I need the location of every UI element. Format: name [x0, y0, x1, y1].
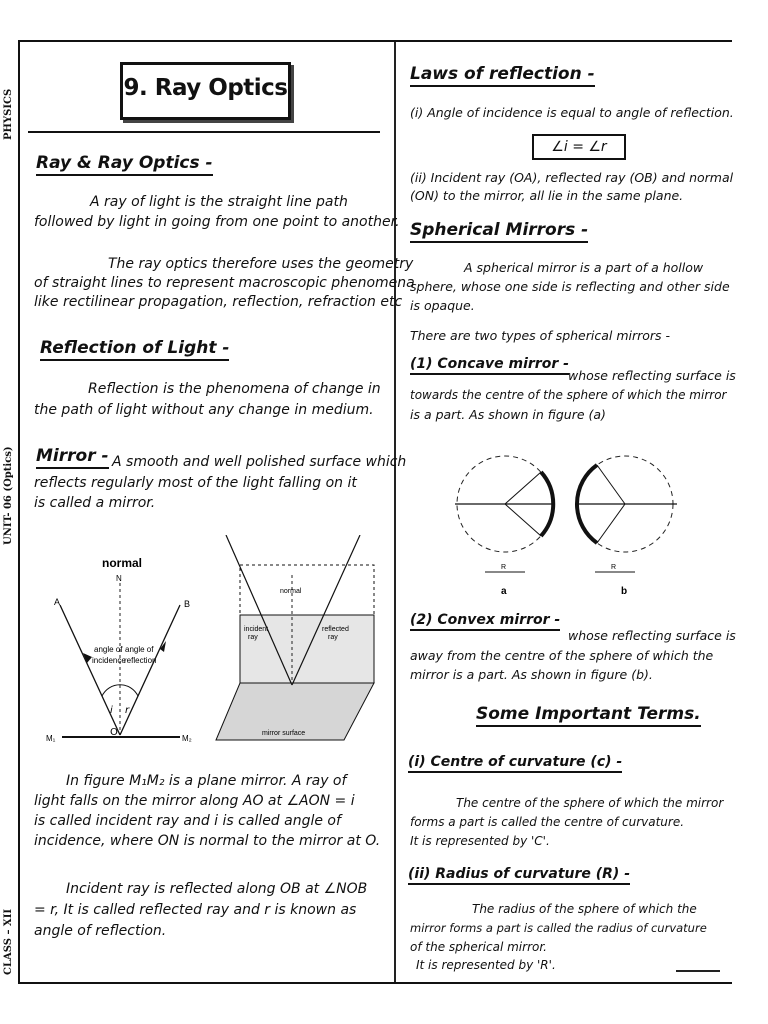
text-line: like rectilinear propagation, reflection, refraction etc [34, 294, 403, 310]
text-line: whose reflecting surface is [568, 368, 736, 383]
text-line: (i) Angle of incidence is equal to angle of reflection. [410, 105, 734, 120]
text-line: mirror is a part. As shown in figure (b). [410, 667, 653, 682]
angle-reflection-label: angle of [125, 645, 154, 654]
figure-label: reflected [322, 626, 349, 633]
text-line: The centre of the sphere of which the mirror [456, 796, 724, 810]
point-B-label: B [184, 599, 191, 609]
heading-spherical-mirrors: Spherical Mirrors - [410, 220, 588, 243]
text-line: incidence, where ON is normal to the mirror at O. [34, 833, 381, 849]
heading-concave: (1) Concave mirror - [410, 356, 569, 375]
text-line: Incident ray is reflected along OB at ∠NOB [66, 881, 368, 897]
heading-important-terms: Some Important Terms. [476, 704, 701, 727]
text-line: is called incident ray and i is called angle of [34, 813, 341, 829]
bottom-border [18, 982, 732, 984]
convex-figure [575, 456, 677, 597]
figure-label: normal [102, 556, 143, 570]
point-A-label: A [54, 597, 61, 607]
angle-i-label: i [110, 705, 113, 716]
figure-label: ray [248, 634, 258, 641]
heading-ray-optics: Ray & Ray Optics - [36, 153, 213, 176]
text-line: (ii) Incident ray (OA), reflected ray (OB) and normal [410, 170, 734, 185]
figure-b-label: b [621, 586, 628, 597]
text-line: (ON) to the mirror, all lie in the same plane. [410, 188, 684, 203]
spherical-mirrors-figure [455, 432, 685, 602]
figure-a-label: a [501, 586, 507, 597]
text-line: sphere, whose one side is reflecting and other side [410, 279, 730, 294]
heading-laws: Laws of reflection - [410, 64, 595, 87]
formula-box: ∠i = ∠r [532, 134, 626, 160]
angle-incidence-label: incidence [92, 656, 126, 665]
text-line: is called a mirror. [34, 495, 156, 511]
mirror-M2-label: M₂ [182, 734, 192, 743]
text-line: whose reflecting surface is [568, 628, 736, 643]
text-line: A spherical mirror is a part of a hollow [464, 260, 704, 275]
text-line: = r, It is called reflected ray and r is known as [34, 902, 357, 918]
text-line: It is represented by 'R'. [416, 958, 556, 972]
text-line: Reflection is the phenomena of change in [88, 381, 381, 397]
mirror-M1-label: M₁ [46, 734, 56, 743]
text-line: towards the centre of the sphere of which the mirror [410, 388, 727, 402]
heading-convex: (2) Convex mirror - [410, 612, 560, 631]
figure-label: N [116, 574, 122, 583]
text-line: angle of reflection. [34, 923, 167, 939]
text-line: The radius of the sphere of which the [472, 902, 697, 916]
text-line: away from the centre of the sphere of which the [410, 648, 714, 663]
heading-radius-of-curvature: (ii) Radius of curvature (R) - [408, 866, 630, 885]
concave-figure [455, 456, 555, 597]
text-line: There are two types of spherical mirrors - [410, 328, 671, 343]
radius-label: R [501, 564, 507, 571]
text-line: The ray optics therefore uses the geometry [108, 256, 414, 272]
figure-label: ray [328, 634, 338, 641]
text-line: mirror forms a part is called the radius of curvature [410, 921, 707, 935]
column-divider [394, 42, 396, 982]
text-line: It is represented by 'C'. [410, 834, 550, 848]
radius-label: R [611, 564, 617, 571]
figure-label: incident [244, 626, 269, 633]
heading-mirror: Mirror - [36, 446, 109, 469]
text-line: reflects regularly most of the light falling on it [34, 475, 357, 491]
text-line: In figure M₁M₂ is a plane mirror. A ray of [66, 773, 347, 789]
point-O-label: O [110, 727, 118, 738]
text-line: A smooth and well polished surface which [112, 454, 407, 470]
text-line: of straight lines to represent macroscopic phenomena [34, 275, 415, 291]
heading-reflection: Reflection of Light - [40, 338, 229, 361]
mirror-plane-figure [214, 535, 384, 753]
text-line: light falls on the mirror along AO at ∠AON = i [34, 793, 355, 809]
page-title: 9. Ray Optics [123, 75, 288, 101]
left-border [18, 40, 20, 984]
title-box [120, 62, 291, 120]
text-line: A ray of light is the straight line path [90, 194, 348, 210]
end-mark [676, 970, 720, 972]
title-rule [28, 131, 380, 133]
text-line: the path of light without any change in medium. [34, 402, 374, 418]
heading-centre-of-curvature: (i) Centre of curvature (c) - [408, 754, 622, 773]
figure-label: normal [280, 588, 302, 595]
notes-page: PHYSICS UNIT- 06 (Optics) CLASS – XII 9. Ray Optics Ray & Ray Optics - A ray of light is the straight line path followed by light in going from one point to another. The ray optics therefore uses the geometry of straight lines to represent macroscopic phenomena like rectilinear propagation, reflection, refraction etc Reflection of Light - Reflection is the phenomena of change in the path of light without any change in medium. Mirror - A smooth and well polished surface which reflects regularly most of the light falling on it is called a mirror. normal N A B angle of incidence angle of reflection i r O M₁ M₂ normal incident ray reflected ray mirror surface In figure M₁M₂ is a plane mirror. A ray of light falls on the mirror along AO at ∠AON = i is called incident ray and i is called angle of incidence, where ON is normal to the mirror at O. Incident ray is reflected along OB at ∠NOB = r, It is called reflected ray and r is known as angle of reflection. Laws of reflection - (i) Angle of incidence is equal to angle of reflection. ∠i = ∠r (ii) Incident ray (OA), reflected ray (OB) and normal (ON) to the mirror, all lie in the same plane. Spherical Mirrors - A spherical mirror is a part of a hollow sphere, whose one side is reflecting and other side is opaque. There are two types of spherical mirrors - (1) Concave mirror - whose reflecting surface is towards the centre of the sphere of which the mirror is a part. As shown in figure (a) R a R b (2) Convex mirror - whose reflecting surface is away from the centre of the sphere of which the mirror is a part. As shown in figure (b). Some Important Terms. (i) Centre of curvature (c) - The centre of the sphere of which the mirror forms a part is called the centre of curvature. It is represented by 'C'. (ii) Radius of curvature (R) - The radius of the sphere of which the mirror forms a part is called the radius of curvature of the spherical mirror. It is represented by 'R'. [0, 0, 768, 1024]
text-line: followed by light in going from one point to another. [34, 214, 400, 230]
angle-incidence-label: angle of [94, 645, 123, 654]
figure-label: mirror surface [262, 730, 306, 737]
text-line: forms a part is called the centre of curvature. [410, 815, 685, 829]
text-line: of the spherical mirror. [410, 940, 547, 954]
plane-mirror-figure [40, 545, 210, 755]
text-line: is opaque. [410, 298, 475, 313]
angle-reflection-label: reflection [124, 656, 157, 665]
top-border [18, 40, 732, 42]
text-line: is a part. As shown in figure (a) [410, 407, 606, 422]
angle-r-label: r [125, 705, 130, 716]
